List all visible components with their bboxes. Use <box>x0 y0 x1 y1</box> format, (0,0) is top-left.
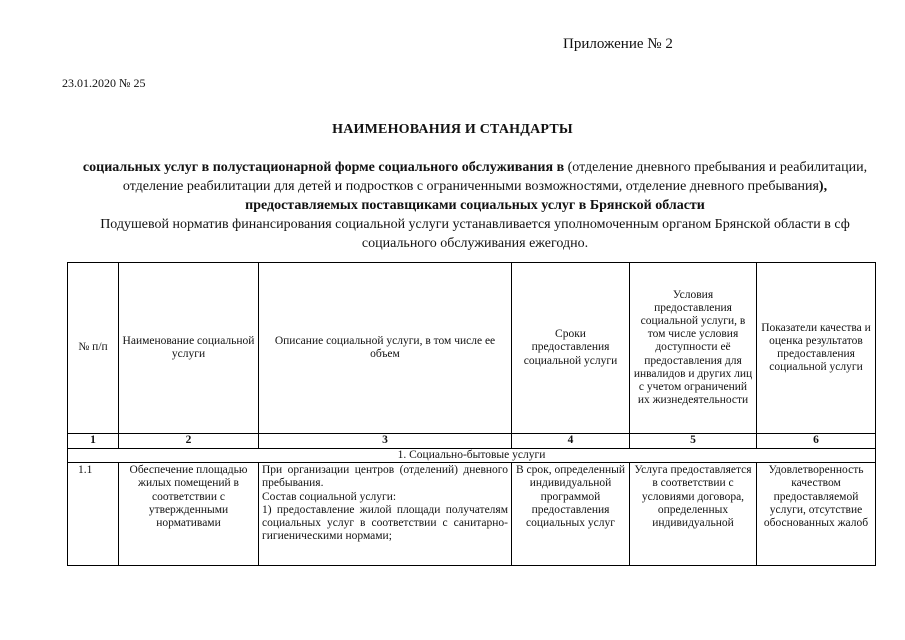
subheading-part-3: ), предоставляемых поставщиками социальных услуг в Брянской области <box>245 179 828 213</box>
service-quality: Удовлетворенность качеством предоставляемой услуги, отсутствие обоснованных жалоб <box>757 463 876 566</box>
description-intro: При организации центров (отделений) дневного пребывания. <box>262 464 508 490</box>
table-row <box>68 463 876 566</box>
column-number: 4 <box>512 434 630 449</box>
subheading-part-1: социальных услуг в полустационарной форме социального обслуживания в <box>82 160 565 175</box>
service-conditions: Услуга предоставляется в соответствии с условиями договора, определенных индивидуальной <box>630 463 757 566</box>
section-row <box>68 449 876 463</box>
service-name: Обеспечение площадью жилых помещений в соответствии с утвержденными нормативами <box>119 463 259 566</box>
column-number: 1 <box>68 434 119 449</box>
document-heading: НАИМЕНОВАНИЯ И СТАНДАРТЫ <box>332 122 573 137</box>
header-cell-quality: Показатели качества и оценка результатов предоставления социальной услуги <box>757 263 876 434</box>
column-number: 2 <box>119 434 259 449</box>
document-date-number: 23.01.2020 № 25 <box>62 76 146 90</box>
header-cell-description: Описание социальной услуги, в том числе ее объем <box>259 263 512 434</box>
section-title: 1. Социально-бытовые услуги <box>68 449 876 463</box>
document-subheading <box>70 158 880 253</box>
table-header-row <box>68 263 876 434</box>
subheading-funding-note: Подушевой норматив финансирования социальной услуги устанавливается уполномоченным органом Брянской области в сф социального обслуживания ежегодно. <box>100 217 850 251</box>
column-number: 6 <box>757 434 876 449</box>
standards-table <box>67 262 876 566</box>
description-item-1: 1) предоставление жилой площади получателям социальных услуг в соответствии с санитарно-гигиеническими нормами; <box>262 503 508 543</box>
column-number: 3 <box>259 434 512 449</box>
column-number: 5 <box>630 434 757 449</box>
description-composition-label: Состав социальной услуги: <box>262 490 397 503</box>
subheading-part-2: (отделение дневного пребывания и реабилитации, отделение реабилитации для детей и подростков с ограниченными возможностями, отделение дневного пребывания <box>122 160 868 194</box>
header-cell-conditions: Условия предоставления социальной услуги, в том числе условия доступности её предоставления для инвалидов и других лиц с учетом ограничений их жизнедеятельности <box>630 263 757 434</box>
row-number: 1.1 <box>68 463 119 566</box>
service-term: В срок, определенный индивидуальной программой предоставления социальных услуг <box>512 463 630 566</box>
appendix-label: Приложение № 2 <box>563 36 673 52</box>
header-cell-number: № п/п <box>68 263 119 434</box>
column-number-row <box>68 434 876 449</box>
header-cell-term: Сроки предоставления социальной услуги <box>512 263 630 434</box>
header-cell-name: Наименование социальной услуги <box>119 263 259 434</box>
service-description <box>259 463 512 566</box>
